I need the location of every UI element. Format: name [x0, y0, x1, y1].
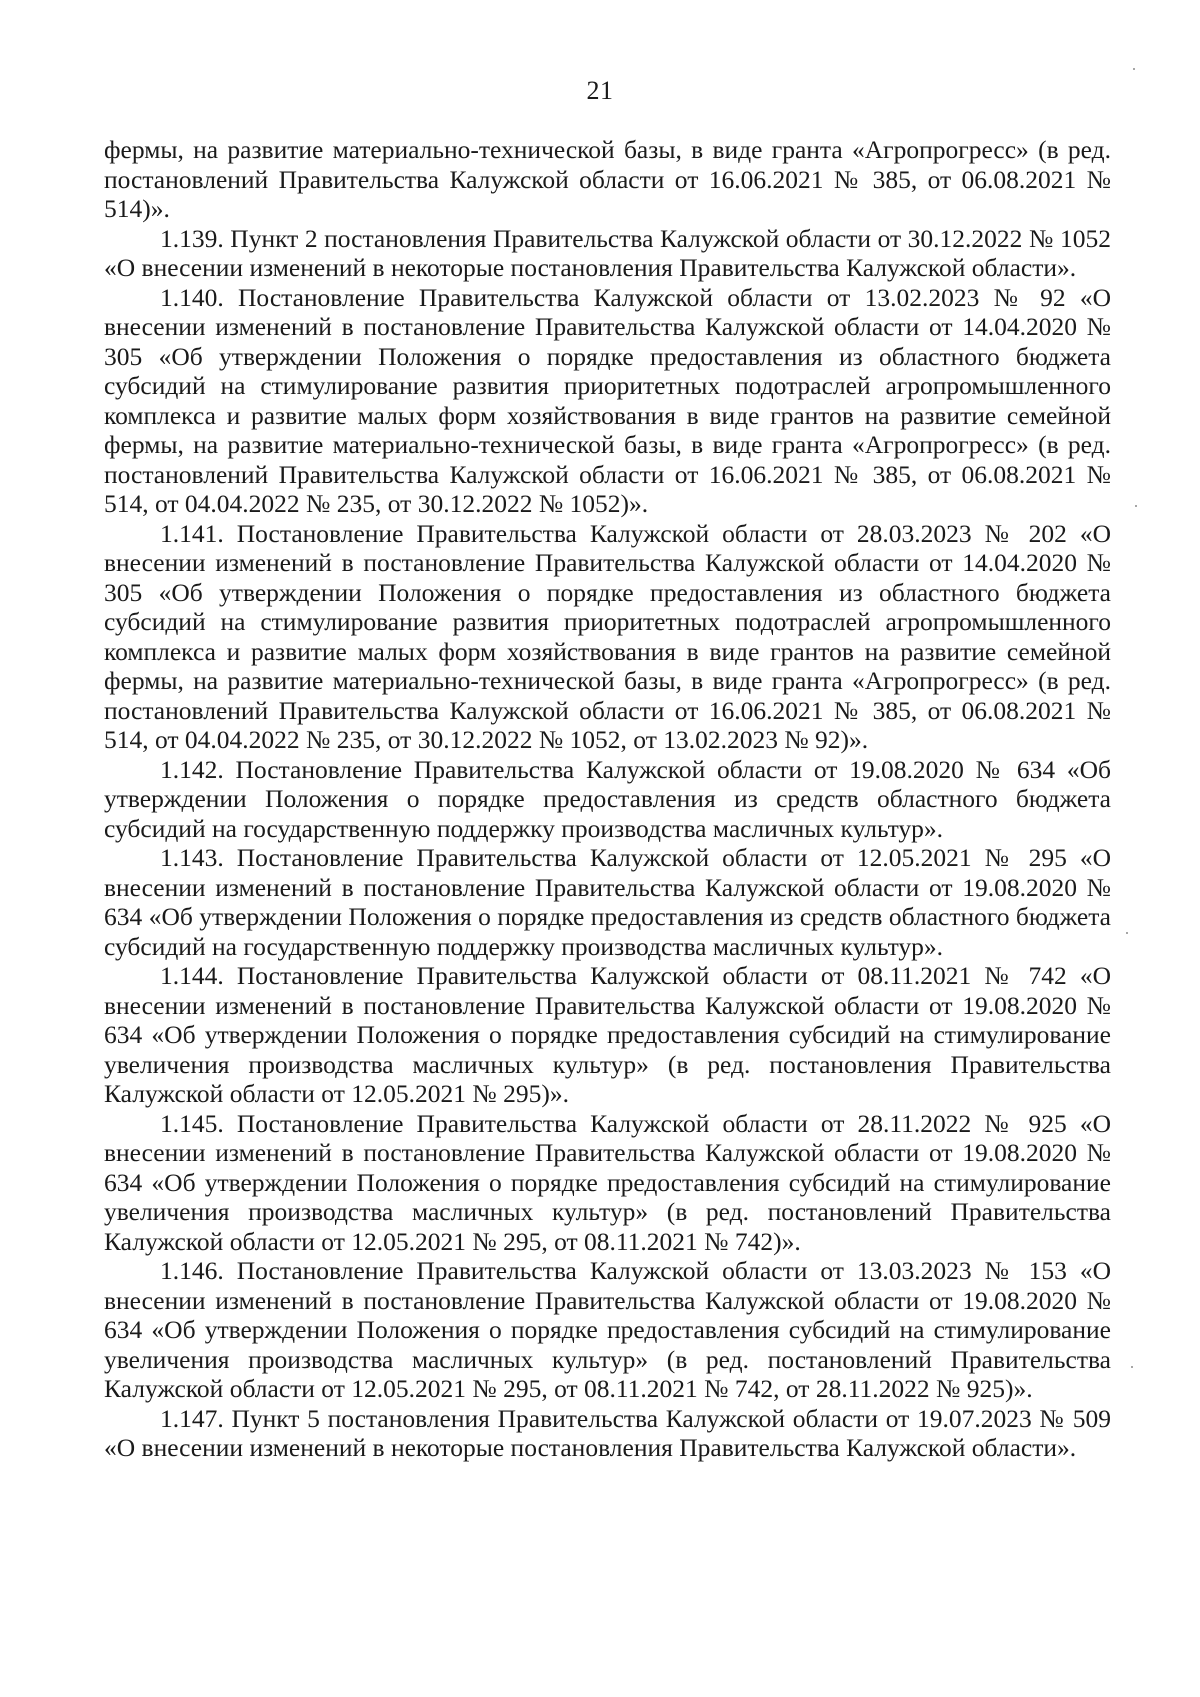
scan-speck [1131, 1366, 1133, 1368]
paragraph-1-140: 1.140. Постановление Правительства Калужской области от 13.02.2023 № 92 «О внесении изменений в постановление Правительства Калужской области от 14.04.2020 № 305 «Об утверждении Положения о порядке предоставления из областного бюджета субсидий на стимулирование развития приоритетных подотраслей агропромышленного комплекса и развитие малых форм хозяйствования в виде грантов на развитие семейной фермы, на развитие материально-технической базы, в виде гранта «Агропрогресс» (в ред. постановлений Правительства Калужской области от 16.06.2021 № 385, от 06.08.2021 № 514, от 04.04.2022 № 235, от 30.12.2022 № 1052)». [104, 282, 1111, 518]
scan-speck [1135, 505, 1137, 507]
scan-speck [1133, 68, 1135, 70]
scan-speck [1126, 932, 1128, 934]
paragraph-1-145: 1.145. Постановление Правительства Калужской области от 28.11.2022 № 925 «О внесении изменений в постановление Правительства Калужской области от 19.08.2020 № 634 «Об утверждении Положения о порядке предоставления субсидий на стимулирование увеличения производства масличных культур» (в ред. постановлений Правительства Калужской области от 12.05.2021 № 295, от 08.11.2021 № 742)». [104, 1108, 1111, 1256]
paragraph-continuation: фермы, на развитие материально-технической базы, в виде гранта «Агропрогресс» (в ред. постановлений Правительства Калужской области от 16.06.2021 № 385, от 06.08.2021 № 514)». [104, 135, 1111, 223]
page-number: 21 [586, 76, 614, 105]
document-body [104, 135, 1111, 1463]
paragraph-1-143: 1.143. Постановление Правительства Калужской области от 12.05.2021 № 295 «О внесении изменений в постановление Правительства Калужской области от 19.08.2020 № 634 «Об утверждении Положения о порядке предоставления из средств областного бюджета субсидий на государственную поддержку производства масличных культур». [104, 843, 1111, 961]
paragraph-1-147: 1.147. Пункт 5 постановления Правительства Калужской области от 19.07.2023 № 509 «О внесении изменений в некоторые постановления Правительства Калужской области». [104, 1403, 1111, 1462]
paragraph-1-144: 1.144. Постановление Правительства Калужской области от 08.11.2021 № 742 «О внесении изменений в постановление Правительства Калужской области от 19.08.2020 № 634 «Об утверждении Положения о порядке предоставления субсидий на стимулирование увеличения производства масличных культур» (в ред. постановления Правительства Калужской области от 12.05.2021 № 295)». [104, 961, 1111, 1108]
paragraph-1-139: 1.139. Пункт 2 постановления Правительства Калужской области от 30.12.2022 № 1052 «О внесении изменений в некоторые постановления Правительства Калужской области». [104, 223, 1111, 282]
paragraph-1-142: 1.142. Постановление Правительства Калужской области от 19.08.2020 № 634 «Об утверждении Положения о порядке предоставления из средств областного бюджета субсидий на государственную поддержку производства масличных культур». [104, 754, 1111, 843]
paragraph-1-146: 1.146. Постановление Правительства Калужской области от 13.03.2023 № 153 «О внесении изменений в постановление Правительства Калужской области от 19.08.2020 № 634 «Об утверждении Положения о порядке предоставления субсидий на стимулирование увеличения производства масличных культур» (в ред. постановлений Правительства Калужской области от 12.05.2021 № 295, от 08.11.2021 № 742, от 28.11.2022 № 925)». [104, 1256, 1111, 1403]
paragraph-1-141: 1.141. Постановление Правительства Калужской области от 28.03.2023 № 202 «О внесении изменений в постановление Правительства Калужской области от 14.04.2020 № 305 «Об утверждении Положения о порядке предоставления из областного бюджета субсидий на стимулирование развития приоритетных подотраслей агропромышленного комплекса и развитие малых форм хозяйствования в виде грантов на развитие семейной фермы, на развитие материально-технической базы, в виде гранта «Агропрогресс» (в ред. постановлений Правительства Калужской области от 16.06.2021 № 385, от 06.08.2021 № 514, от 04.04.2022 № 235, от 30.12.2022 № 1052, от 13.02.2023 № 92)». [104, 518, 1111, 754]
